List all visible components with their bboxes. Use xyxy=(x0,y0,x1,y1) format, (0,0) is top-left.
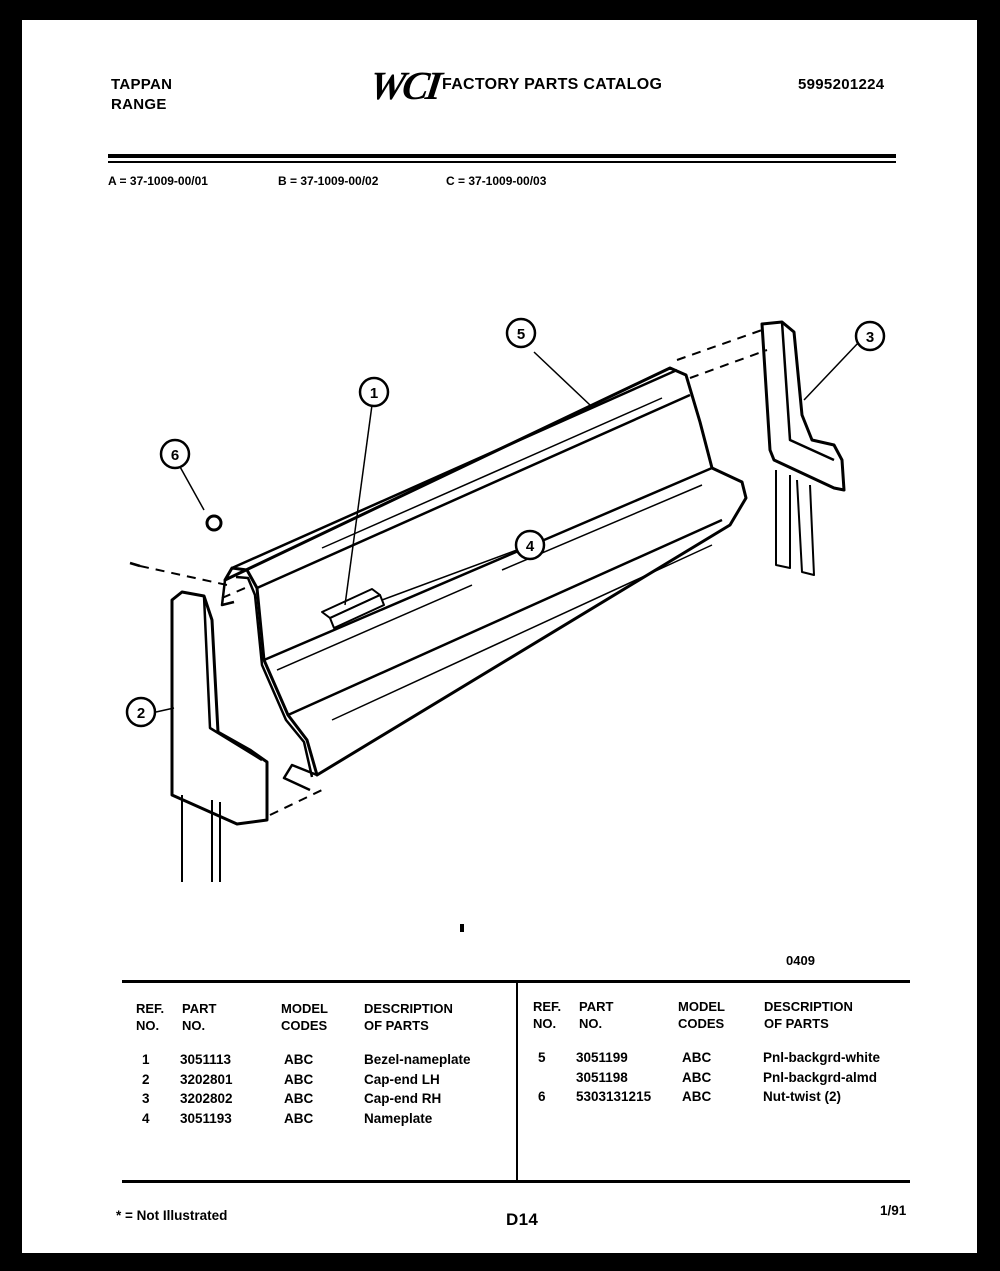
model-c: C = 37-1009-00/03 xyxy=(446,174,547,188)
callout-6: 6 xyxy=(170,447,180,464)
callout-1: 1 xyxy=(369,385,379,402)
page-number: D14 xyxy=(506,1210,539,1229)
left-part-column: 3051113 3202801 3202802 3051193 xyxy=(180,1052,233,1126)
callout-2: 2 xyxy=(136,705,146,722)
table-row: 2 xyxy=(142,1071,150,1087)
model-b: B = 37-1009-00/02 xyxy=(278,174,379,188)
table-row: 6 xyxy=(538,1089,546,1104)
left-desc-column: Bezel-nameplate Cap-end LH Cap-end RH Nameplate xyxy=(364,1052,471,1126)
wci-logo: WCI xyxy=(366,63,443,108)
table-row xyxy=(538,1068,546,1088)
catalog-date: 1/91 xyxy=(880,1203,907,1218)
header-model-right: MODEL CODES xyxy=(678,999,725,1031)
callout-4: 4 xyxy=(525,538,535,555)
callout-5: 5 xyxy=(516,326,526,343)
right-codes-column: ABC ABC ABC xyxy=(682,1050,712,1104)
model-a: A = 37-1009-00/01 xyxy=(108,174,208,188)
header-desc-right: DESCRIPTION OF PARTS xyxy=(764,999,853,1031)
header-part: PART NO. xyxy=(182,1001,217,1033)
catalog-title: FACTORY PARTS CATALOG xyxy=(442,76,663,93)
header-model: MODEL CODES xyxy=(281,1001,328,1033)
table-row: 1 xyxy=(142,1052,150,1067)
table-row: 5 xyxy=(538,1050,546,1065)
header-ref: REF. NO. xyxy=(136,1001,165,1033)
right-part-column: 3051199 3051198 5303131215 xyxy=(576,1050,652,1104)
table-row: 3 xyxy=(142,1091,150,1106)
brand-line-2: RANGE xyxy=(111,96,167,113)
right-ref-column xyxy=(538,1048,546,1107)
brand-line-1: TAPPAN xyxy=(111,76,173,93)
header-desc: DESCRIPTION OF PARTS xyxy=(364,1001,453,1033)
catalog-page xyxy=(22,20,977,1253)
catalog-number: 5995201224 xyxy=(798,76,885,93)
table-row: 4 xyxy=(142,1110,150,1126)
stray-mark xyxy=(460,924,464,932)
header-part-right: PART NO. xyxy=(579,999,614,1031)
not-illustrated-note: * = Not Illustrated xyxy=(116,1208,228,1223)
table-bottom-rule xyxy=(122,1180,910,1183)
diagram-code: 0409 xyxy=(786,953,815,968)
table-divider xyxy=(516,982,518,1180)
left-ref-column xyxy=(142,1050,150,1128)
callout-3: 3 xyxy=(865,329,875,346)
exploded-parts-diagram xyxy=(22,20,977,920)
right-desc-column: Pnl-backgrd-white Pnl-backgrd-almd Nut-twist (2) xyxy=(763,1050,881,1104)
left-codes-column: ABC ABC ABC ABC xyxy=(284,1052,314,1126)
header-ref-right: REF. NO. xyxy=(533,999,562,1031)
